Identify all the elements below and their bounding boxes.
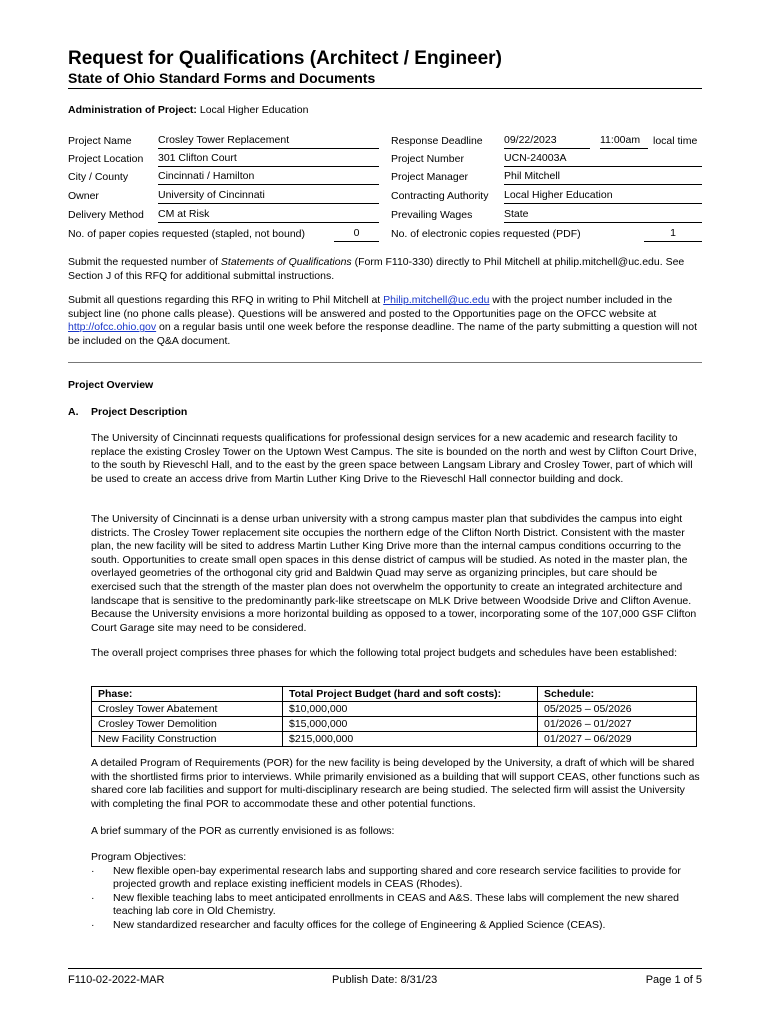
table-row (92, 732, 697, 747)
table-cell: Crosley Tower Abatement (92, 702, 283, 717)
response-deadline-label: Response Deadline (391, 135, 483, 147)
list-item-text: New flexible teaching labs to meet anticipated enrollments in CEAS and A&S. These labs will complement the new shared teaching lab core in Old Chemistry. (113, 891, 679, 918)
table-cell: New Facility Construction (92, 732, 283, 747)
delivery-method-field: CM at Risk (158, 208, 379, 223)
footer-rule (68, 968, 702, 969)
project-name-field: Crosley Tower Replacement (158, 134, 379, 149)
description-paragraph-5: A brief summary of the POR as currently envisioned is as follows: (91, 825, 395, 837)
header-rule (68, 88, 702, 89)
table-row (92, 702, 697, 717)
project-overview-heading: Project Overview (68, 379, 154, 391)
submittal-paragraph (68, 256, 704, 283)
list-item (91, 865, 703, 892)
table-row (92, 717, 697, 732)
section-a-title: Project Description (91, 406, 188, 418)
program-objectives-heading: Program Objectives: (91, 851, 187, 863)
owner-field: University of Cincinnati (158, 189, 379, 204)
bullet-icon: · (91, 864, 95, 877)
project-name-label: Project Name (68, 135, 132, 147)
table-cell: $15,000,000 (283, 717, 538, 732)
footer-publish-date: Publish Date: 8/31/23 (332, 974, 438, 986)
project-manager-label: Project Manager (391, 171, 469, 183)
section-divider (68, 362, 702, 363)
questions-text-a: Submit all questions regarding this RFQ in writing to Phil Mitchell at (68, 294, 384, 306)
bullet-icon: · (91, 918, 95, 931)
table-cell: 05/2025 – 05/2026 (538, 702, 697, 717)
project-location-label: Project Location (68, 153, 144, 165)
list-item (91, 919, 703, 933)
electronic-copies-label: No. of electronic copies requested (PDF) (391, 228, 581, 240)
delivery-method-label: Delivery Method (68, 209, 144, 221)
submittal-text-a: Submit the requested number of (68, 256, 221, 268)
footer-form-id: F110-02-2022-MAR (68, 974, 165, 986)
submittal-text-italic: Statements of Qualifications (220, 256, 352, 268)
contracting-authority-field: Local Higher Education (504, 189, 702, 204)
ofcc-website-link[interactable]: http://ofcc.ohio.gov (68, 321, 157, 334)
electronic-copies-field: 1 (644, 227, 702, 242)
administration-label: Administration of Project: (68, 104, 197, 116)
administration-line (68, 104, 308, 116)
section-a-letter: A. (68, 406, 79, 418)
table-cell: Crosley Tower Demolition (92, 717, 283, 732)
phase-budget-table (91, 686, 697, 747)
document-subtitle: State of Ohio Standard Forms and Documents (68, 70, 376, 86)
response-deadline-date-field: 09/22/2023 (504, 134, 590, 149)
description-paragraph-2: The University of Cincinnati is a dense urban university with a strong campus master plan that subdivides the campus into eight districts. The Crosley Tower replacement site occupies the northern edge of the Clifton North District. Consistent with the master plan, the new facility will be sited to address Martin Luther King Drive more than the internal campus conditions occurring to the south. Opportunities to create small open spaces in this dense district of campus will be studied. As noted in the master plan, the overlayed geometries of the orthogonal city grid and Baldwin Quad may serve as organizing principles, but care should be exercised such that the strength of the master plan does not overwhelm the opportunity to create an integrated architecture and landscape that is sensitive to the predominantly park-like streetscape on MLK Drive between Woodside Drive and Clifton Avenue. Because the University envisions a more horizontal building as opposed to a tower, incorporating some of the 107,000 GSF Clifton Court Garage site may need to be considered. (91, 513, 697, 634)
description-paragraph-1: The University of Cincinnati requests qualifications for professional design services for a new academic and research facility to replace the existing Crosley Tower on the Uptown West Campus. The site is bounded on the north and west by Clifton Court Drive, to the south by Rieveschl Hall, and to the east by the green space between Langsam Library and Crosley Tower, part of which will be used to create an access drive from Martin Luther King Drive to the Rieveschl Hall connector building and dock. (91, 432, 697, 485)
table-cell: 01/2026 – 01/2027 (538, 717, 697, 732)
questions-paragraph (68, 294, 704, 348)
description-paragraph-4: A detailed Program of Requirements (POR) for the new facility is being developed by the University, a draft of which will be shared with the shortlisted firms prior to interviews. While primarily envisioned as a building that will support CEAS, other functions such as shared core lab facilities and support for multi-disciplinary research are being studied. The selected firm will assist the University with completing the final POR to accommodate these and other potential functions. (91, 757, 700, 810)
questions-text-b: with the project number included in the subject line (no phone calls please). Questions will be answered and posted to the Opportunities page on the OFCC website at (68, 294, 673, 320)
table-header-cell: Schedule: (538, 687, 697, 702)
city-county-field: Cincinnati / Hamilton (158, 170, 379, 185)
list-item (91, 892, 703, 919)
project-number-label: Project Number (391, 153, 464, 165)
email-link[interactable]: Philip.mitchell@uc.edu (383, 294, 490, 306)
paper-copies-field: 0 (334, 227, 379, 242)
paper-copies-label: No. of paper copies requested (stapled, not bound) (68, 228, 305, 240)
bullet-icon: · (91, 891, 95, 904)
submittal-text-b: (Form F110-330) directly to Phil Mitchell at philip.mitchell@uc.edu. See Section J of this RFQ for additional submittal instructions. (68, 256, 685, 282)
project-location-field: 301 Clifton Court (158, 152, 379, 167)
list-item-text: New standardized researcher and faculty offices for the college of Engineering & Applied Science (CEAS). (113, 918, 606, 931)
project-number-field: UCN-24003A (504, 152, 702, 167)
document-title: Request for Qualifications (Architect / Engineer) (68, 48, 502, 69)
table-header-cell: Phase: (92, 687, 283, 702)
list-item-text: New flexible open-bay experimental research labs and supporting shared and core research service facilities to provide for projected growth and replace existing inefficient models in CEAS (Rhodes). (113, 864, 681, 891)
prevailing-wages-field: State (504, 208, 702, 223)
contracting-authority-label: Contracting Authority (391, 190, 489, 202)
table-header-cell: Total Project Budget (hard and soft costs): (283, 687, 538, 702)
response-deadline-time-field: 11:00am (600, 134, 648, 149)
table-cell: $215,000,000 (283, 732, 538, 747)
local-time-label: local time (653, 135, 698, 147)
questions-text-c: on a regular basis until one week before the response deadline. The name of the party submitting a question will not be included on the Q&A document. (68, 321, 698, 347)
description-paragraph-3: The overall project comprises three phases for which the following total project budgets and schedules have been established: (91, 647, 678, 659)
table-cell: $10,000,000 (283, 702, 538, 717)
city-county-label: City / County (68, 171, 129, 183)
footer-page-number: Page 1 of 5 (645, 974, 702, 986)
table-header-row (92, 687, 697, 702)
table-cell: 01/2027 – 06/2029 (538, 732, 697, 747)
program-objectives (91, 851, 703, 933)
project-manager-field: Phil Mitchell (504, 170, 702, 185)
administration-value: Local Higher Education (199, 104, 309, 116)
owner-label: Owner (68, 190, 99, 202)
prevailing-wages-label: Prevailing Wages (391, 209, 473, 221)
